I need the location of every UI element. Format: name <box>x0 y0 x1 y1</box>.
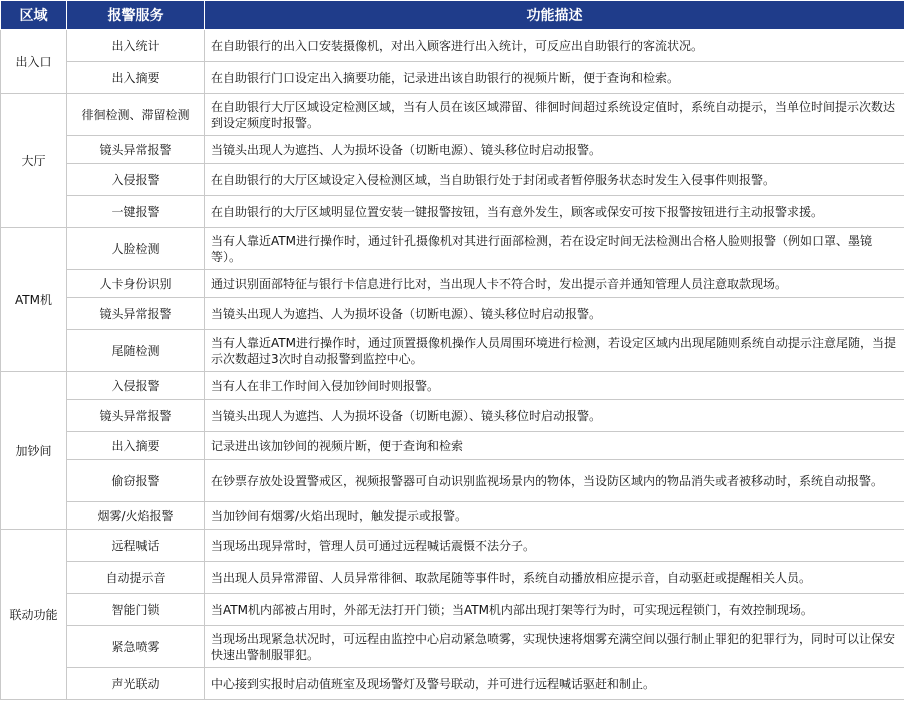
region-cell: 大厅 <box>1 94 67 228</box>
service-cell: 出入统计 <box>67 30 205 62</box>
service-cell: 远程喊话 <box>67 530 205 562</box>
description-cell: 当有人在非工作时间入侵加钞间时则报警。 <box>205 372 904 400</box>
description-cell: 当现场出现异常时，管理人员可通过远程喊话震慑不法分子。 <box>205 530 904 562</box>
service-cell: 尾随检测 <box>67 330 205 372</box>
description-cell: 中心接到实报时启动值班室及现场警灯及警号联动，并可进行远程喊话驱赶和制止。 <box>205 668 904 700</box>
description-cell: 在自助银行大厅区域设定检测区域，当有人员在该区域滞留、徘徊时间超过系统设定值时，系统自动提示，当单位时间提示次数达到设定频度时报警。 <box>205 94 904 136</box>
table-row <box>1 136 904 164</box>
table-row <box>1 530 904 562</box>
region-cell: ATM机 <box>1 228 67 372</box>
table-row <box>1 196 904 228</box>
service-cell: 出入摘要 <box>67 432 205 460</box>
description-cell: 当出现人员异常滞留、人员异常徘徊、取款尾随等事件时，系统自动播放相应提示音，自动驱赶或提醒相关人员。 <box>205 562 904 594</box>
table-row <box>1 228 904 270</box>
table-row <box>1 330 904 372</box>
table-row <box>1 298 904 330</box>
table-row <box>1 30 904 62</box>
description-cell: 在自助银行的出入口安装摄像机，对出入顾客进行出入统计，可反应出自助银行的客流状况。 <box>205 30 904 62</box>
service-cell: 入侵报警 <box>67 164 205 196</box>
description-cell: 当镜头出现人为遮挡、人为损坏设备（切断电源）、镜头移位时启动报警。 <box>205 136 904 164</box>
description-cell: 当镜头出现人为遮挡、人为损坏设备（切断电源）、镜头移位时启动报警。 <box>205 400 904 432</box>
table-row <box>1 594 904 626</box>
description-cell: 当有人靠近ATM进行操作时，通过针孔摄像机对其进行面部检测，若在设定时间无法检测出合格人脸则报警（例如口罩、墨镜等）。 <box>205 228 904 270</box>
region-cell: 加钞间 <box>1 372 67 530</box>
header-service: 报警服务 <box>67 1 205 30</box>
table-row <box>1 668 904 700</box>
description-cell: 在自助银行的大厅区域设定入侵检测区域，当自助银行处于封闭或者暂停服务状态时发生入侵事件则报警。 <box>205 164 904 196</box>
description-cell: 当现场出现紧急状况时，可远程由监控中心启动紧急喷雾，实现快速将烟雾充满空间以强行制止罪犯的犯罪行为，同时可以让保安快速出警制服罪犯。 <box>205 626 904 668</box>
region-cell: 联动功能 <box>1 530 67 700</box>
table-row <box>1 562 904 594</box>
description-cell: 通过识别面部特征与银行卡信息进行比对，当出现人卡不符合时，发出提示音并通知管理人员注意取款现场。 <box>205 270 904 298</box>
description-cell: 在钞票存放处设置警戒区，视频报警器可自动识别监视场景内的物体，当设防区域内的物品消失或者被移动时，系统自动报警。 <box>205 460 904 502</box>
description-cell: 记录进出该加钞间的视频片断，便于查询和检索 <box>205 432 904 460</box>
service-cell: 一键报警 <box>67 196 205 228</box>
service-cell: 镜头异常报警 <box>67 298 205 330</box>
service-cell: 入侵报警 <box>67 372 205 400</box>
description-cell: 当有人靠近ATM进行操作时，通过顶置摄像机操作人员周围环境进行检测，若设定区域内出现尾随则系统自动提示注意尾随，当提示次数超过3次时自动报警到监控中心。 <box>205 330 904 372</box>
table-row <box>1 626 904 668</box>
header-row <box>1 1 904 30</box>
service-cell: 烟雾/火焰报警 <box>67 502 205 530</box>
service-cell: 出入摘要 <box>67 62 205 94</box>
table-row <box>1 164 904 196</box>
service-cell: 镜头异常报警 <box>67 136 205 164</box>
table-row <box>1 502 904 530</box>
service-cell: 偷窃报警 <box>67 460 205 502</box>
table-row <box>1 372 904 400</box>
header-description: 功能描述 <box>205 1 904 30</box>
table-body <box>1 30 904 700</box>
service-cell: 徘徊检测、滞留检测 <box>67 94 205 136</box>
description-cell: 在自助银行门口设定出入摘要功能，记录进出该自助银行的视频片断，便于查询和检索。 <box>205 62 904 94</box>
table-row <box>1 460 904 502</box>
description-cell: 在自助银行的大厅区域明显位置安装一键报警按钮，当有意外发生，顾客或保安可按下报警按钮进行主动报警求援。 <box>205 196 904 228</box>
header-region: 区域 <box>1 1 67 30</box>
service-cell: 镜头异常报警 <box>67 400 205 432</box>
service-cell: 声光联动 <box>67 668 205 700</box>
table-row <box>1 270 904 298</box>
service-cell: 人脸检测 <box>67 228 205 270</box>
table-row <box>1 94 904 136</box>
service-cell: 人卡身份识别 <box>67 270 205 298</box>
table-row <box>1 400 904 432</box>
description-cell: 当镜头出现人为遮挡、人为损坏设备（切断电源）、镜头移位时启动报警。 <box>205 298 904 330</box>
table-row <box>1 62 904 94</box>
service-cell: 自动提示音 <box>67 562 205 594</box>
region-cell: 出入口 <box>1 30 67 94</box>
service-cell: 紧急喷雾 <box>67 626 205 668</box>
description-cell: 当加钞间有烟雾/火焰出现时，触发提示或报警。 <box>205 502 904 530</box>
description-cell: 当ATM机内部被占用时，外部无法打开门锁；当ATM机内部出现打架等行为时，可实现远程锁门，有效控制现场。 <box>205 594 904 626</box>
table-row <box>1 432 904 460</box>
service-cell: 智能门锁 <box>67 594 205 626</box>
